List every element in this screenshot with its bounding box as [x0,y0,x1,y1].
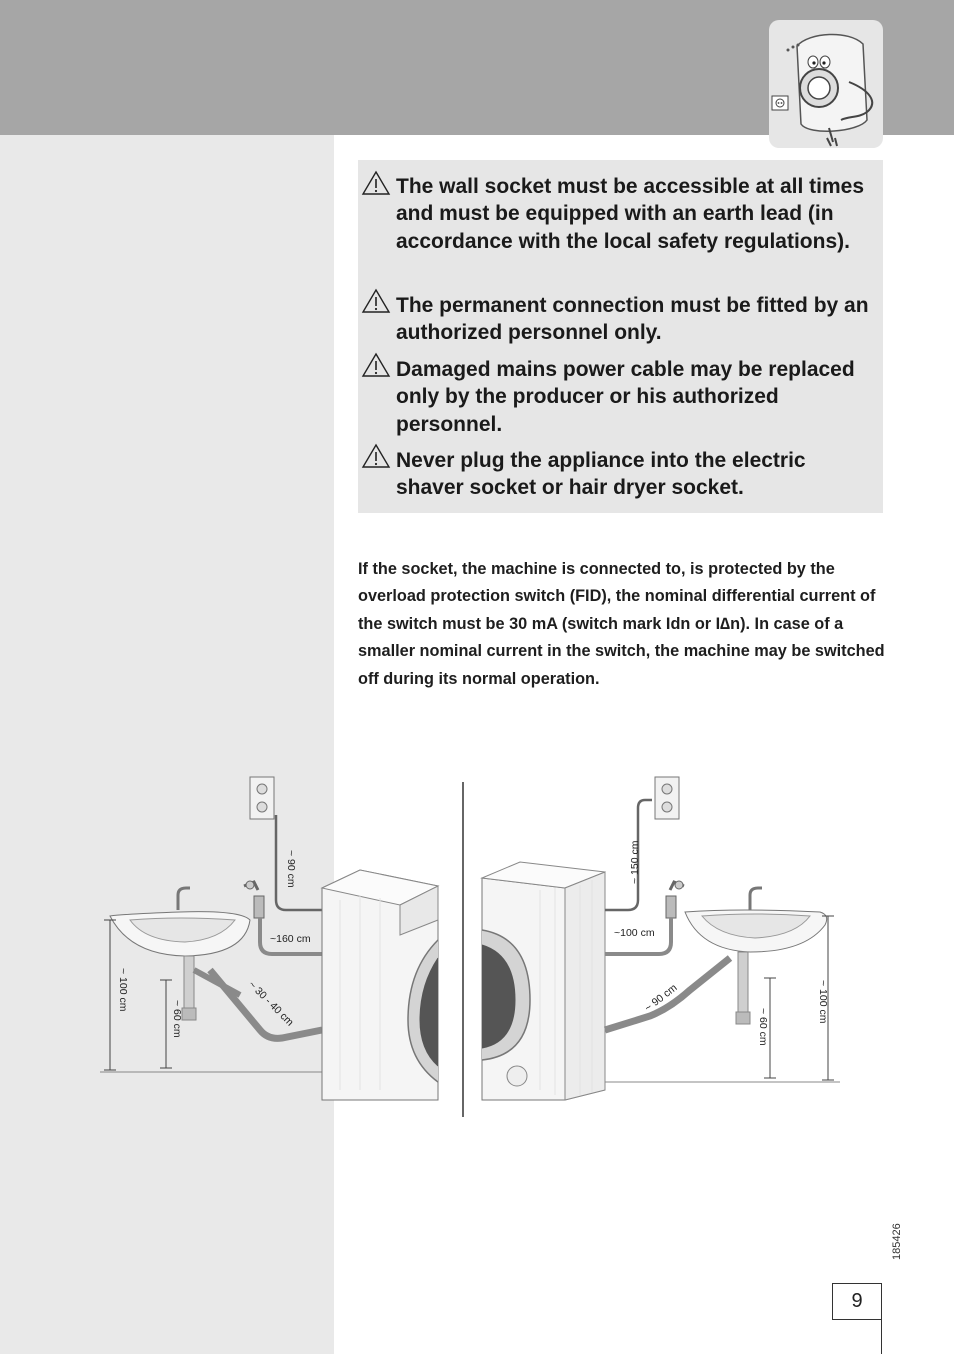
right-socket-height-label: ~ 150 cm [629,840,641,884]
warning-triangle-icon [361,443,391,469]
right-installation-scene [482,777,840,1100]
left-sink-height-label: ~ 100 cm [117,968,129,1012]
right-sink-height-label: ~ 100 cm [817,980,829,1024]
left-hose-length-label: ~160 cm [270,933,311,945]
installation-diagram [90,760,860,1130]
right-hose-length-label: ~100 cm [614,927,655,939]
page-number: 9 [832,1283,882,1320]
warning-text: The wall socket must be accessible at all times and must be equipped with an earth lead (in accordance with the local safety regulations). [396,175,865,253]
wall-socket-icon [250,777,274,819]
warning-text: Never plug the appliance into the electric shaver socket or hair dryer socket. [396,449,806,500]
left-socket-height-label: ~ 90 cm [285,850,297,888]
right-drain-height-label: ~ 60 cm [757,1008,769,1046]
warning-text: The permanent connection must be fitted by an authorized personnel only. [396,294,869,345]
page-number-rule [881,1320,882,1354]
washing-machine-icon [482,862,605,1100]
left-installation-scene [100,777,438,1100]
fid-info-paragraph: If the socket, the machine is connected to, is protected by the overload protection switch (FID), the nominal differential current of the switch must be 30 mA (switch mark Idn or I∆n). In case of a smaller nominal current in the switch, the machine may be switched off during its normal operation. [358,560,885,688]
right-drain-length-label: ~ 90 cm [642,981,680,1015]
safety-warnings-box [358,160,883,513]
water-tap-icon [244,881,264,918]
washing-machine-icon [322,870,438,1100]
left-drain-height-label: ~ 60 cm [171,1000,183,1038]
document-code-text: 185426 [891,1223,903,1260]
warning-triangle-icon [361,170,391,196]
warning-text: Damaged mains power cable may be replaced only by the producer or his authorized personnel. [396,358,855,436]
water-tap-icon [666,881,684,918]
document-code [868,1222,928,1262]
left-drain-length-label: ~ 30 - 40 cm [245,978,296,1029]
washing-machine-mascot-icon [769,20,883,148]
warning-triangle-icon [361,288,391,314]
wall-socket-icon [655,777,679,819]
sink-icon [685,888,827,1024]
warning-triangle-icon [361,352,391,378]
